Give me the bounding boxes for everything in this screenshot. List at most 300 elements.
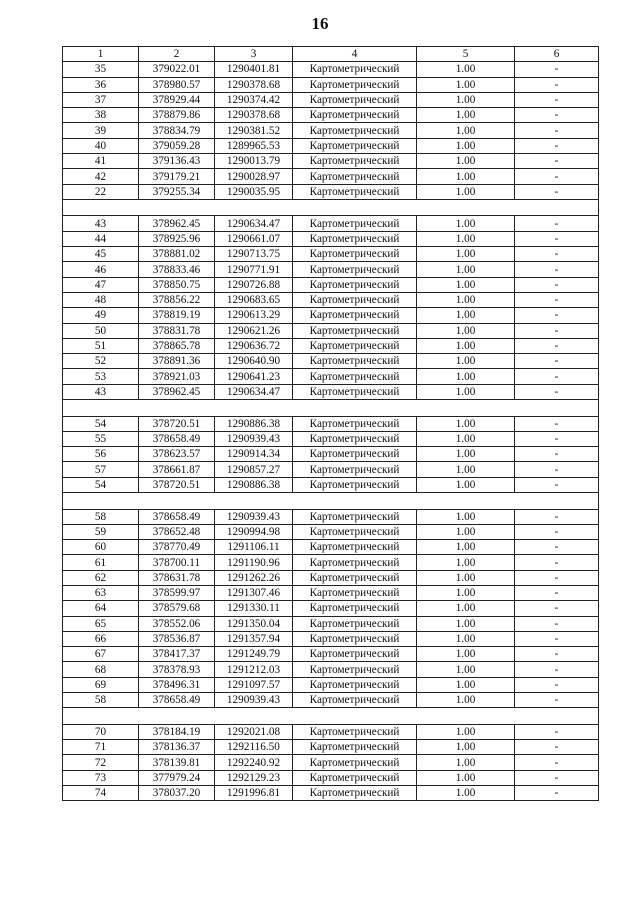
table-row xyxy=(63,786,599,801)
point-number-cell: 49 xyxy=(63,308,139,323)
accuracy-cell: 1.00 xyxy=(417,631,515,646)
point-number-cell: 65 xyxy=(63,616,139,631)
method-cell: Картометрический xyxy=(293,384,417,399)
table-row xyxy=(63,308,599,323)
point-number-cell: 47 xyxy=(63,277,139,292)
table-row xyxy=(63,616,599,631)
y-coordinate-cell: 1291249.79 xyxy=(215,647,293,662)
accuracy-cell: 1.00 xyxy=(417,354,515,369)
header-cell-3: 3 xyxy=(215,47,293,62)
method-cell: Картометрический xyxy=(293,138,417,153)
y-coordinate-cell: 1290641.23 xyxy=(215,369,293,384)
x-coordinate-cell: 378850.75 xyxy=(139,277,215,292)
point-number-cell: 45 xyxy=(63,247,139,262)
y-coordinate-cell: 1291097.57 xyxy=(215,677,293,692)
x-coordinate-cell: 378819.19 xyxy=(139,308,215,323)
accuracy-cell: 1.00 xyxy=(417,323,515,338)
method-cell: Картометрический xyxy=(293,247,417,262)
method-cell: Картометрический xyxy=(293,369,417,384)
table-row xyxy=(63,509,599,524)
table-row xyxy=(63,231,599,246)
point-number-cell: 41 xyxy=(63,154,139,169)
point-number-cell: 43 xyxy=(63,384,139,399)
x-coordinate-cell: 378184.19 xyxy=(139,724,215,739)
point-number-cell: 43 xyxy=(63,216,139,231)
y-coordinate-cell: 1290771.91 xyxy=(215,262,293,277)
accuracy-cell: 1.00 xyxy=(417,277,515,292)
method-cell: Картометрический xyxy=(293,92,417,107)
header-cell-2: 2 xyxy=(139,47,215,62)
x-coordinate-cell: 379059.28 xyxy=(139,138,215,153)
accuracy-cell: 1.00 xyxy=(417,292,515,307)
x-coordinate-cell: 379255.34 xyxy=(139,184,215,199)
y-coordinate-cell: 1290621.26 xyxy=(215,323,293,338)
accuracy-cell: 1.00 xyxy=(417,540,515,555)
method-cell: Картометрический xyxy=(293,770,417,785)
x-coordinate-cell: 378623.57 xyxy=(139,447,215,462)
x-coordinate-cell: 378579.68 xyxy=(139,601,215,616)
y-coordinate-cell: 1290640.90 xyxy=(215,354,293,369)
note-cell: - xyxy=(515,231,599,246)
table-row xyxy=(63,770,599,785)
accuracy-cell: 1.00 xyxy=(417,677,515,692)
x-coordinate-cell: 378925.96 xyxy=(139,231,215,246)
x-coordinate-cell: 378770.49 xyxy=(139,540,215,555)
method-cell: Картометрический xyxy=(293,323,417,338)
y-coordinate-cell: 1291106.11 xyxy=(215,540,293,555)
y-coordinate-cell: 1291212.03 xyxy=(215,662,293,677)
note-cell: - xyxy=(515,154,599,169)
point-number-cell: 68 xyxy=(63,662,139,677)
y-coordinate-cell: 1290886.38 xyxy=(215,416,293,431)
accuracy-cell: 1.00 xyxy=(417,247,515,262)
x-coordinate-cell: 378599.97 xyxy=(139,586,215,601)
note-cell: - xyxy=(515,308,599,323)
method-cell: Картометрический xyxy=(293,62,417,77)
accuracy-cell: 1.00 xyxy=(417,262,515,277)
accuracy-cell: 1.00 xyxy=(417,416,515,431)
x-coordinate-cell: 378891.36 xyxy=(139,354,215,369)
table-row xyxy=(63,184,599,199)
y-coordinate-cell: 1291350.04 xyxy=(215,616,293,631)
point-number-cell: 44 xyxy=(63,231,139,246)
method-cell: Картометрический xyxy=(293,786,417,801)
point-number-cell: 52 xyxy=(63,354,139,369)
point-number-cell: 39 xyxy=(63,123,139,138)
point-number-cell: 58 xyxy=(63,693,139,708)
separator-cell xyxy=(63,199,599,216)
point-number-cell: 62 xyxy=(63,570,139,585)
method-cell: Картометрический xyxy=(293,447,417,462)
x-coordinate-cell: 378417.37 xyxy=(139,647,215,662)
accuracy-cell: 1.00 xyxy=(417,662,515,677)
note-cell: - xyxy=(515,555,599,570)
point-number-cell: 74 xyxy=(63,786,139,801)
table-row xyxy=(63,570,599,585)
note-cell: - xyxy=(515,262,599,277)
method-cell: Картометрический xyxy=(293,354,417,369)
y-coordinate-cell: 1290378.68 xyxy=(215,108,293,123)
table-row xyxy=(63,169,599,184)
table-row xyxy=(63,92,599,107)
accuracy-cell: 1.00 xyxy=(417,447,515,462)
table-row xyxy=(63,647,599,662)
table-row xyxy=(63,123,599,138)
note-cell: - xyxy=(515,123,599,138)
point-number-cell: 59 xyxy=(63,524,139,539)
method-cell: Картометрический xyxy=(293,262,417,277)
header-row xyxy=(63,47,599,62)
y-coordinate-cell: 1290886.38 xyxy=(215,477,293,492)
header-cell-1: 1 xyxy=(63,47,139,62)
table-row xyxy=(63,292,599,307)
table-row xyxy=(63,477,599,492)
accuracy-cell: 1.00 xyxy=(417,586,515,601)
y-coordinate-cell: 1290939.43 xyxy=(215,509,293,524)
table-row xyxy=(63,77,599,92)
y-coordinate-cell: 1290613.29 xyxy=(215,308,293,323)
point-number-cell: 37 xyxy=(63,92,139,107)
x-coordinate-cell: 378139.81 xyxy=(139,755,215,770)
note-cell: - xyxy=(515,770,599,785)
x-coordinate-cell: 378552.06 xyxy=(139,616,215,631)
x-coordinate-cell: 378856.22 xyxy=(139,292,215,307)
accuracy-cell: 1.00 xyxy=(417,62,515,77)
y-coordinate-cell: 1290374.42 xyxy=(215,92,293,107)
accuracy-cell: 1.00 xyxy=(417,477,515,492)
separator-cell xyxy=(63,493,599,510)
note-cell: - xyxy=(515,616,599,631)
method-cell: Картометрический xyxy=(293,740,417,755)
x-coordinate-cell: 378962.45 xyxy=(139,216,215,231)
table-row xyxy=(63,138,599,153)
accuracy-cell: 1.00 xyxy=(417,138,515,153)
note-cell: - xyxy=(515,786,599,801)
note-cell: - xyxy=(515,477,599,492)
note-cell: - xyxy=(515,647,599,662)
method-cell: Картометрический xyxy=(293,540,417,555)
separator-cell xyxy=(63,708,599,725)
x-coordinate-cell: 379136.43 xyxy=(139,154,215,169)
point-number-cell: 42 xyxy=(63,169,139,184)
y-coordinate-cell: 1290857.27 xyxy=(215,462,293,477)
point-number-cell: 48 xyxy=(63,292,139,307)
point-number-cell: 38 xyxy=(63,108,139,123)
method-cell: Картометрический xyxy=(293,524,417,539)
method-cell: Картометрический xyxy=(293,586,417,601)
table-row xyxy=(63,755,599,770)
method-cell: Картометрический xyxy=(293,462,417,477)
header-cell-4: 4 xyxy=(293,47,417,62)
x-coordinate-cell: 379022.01 xyxy=(139,62,215,77)
table-row xyxy=(63,662,599,677)
y-coordinate-cell: 1291262.26 xyxy=(215,570,293,585)
note-cell: - xyxy=(515,586,599,601)
method-cell: Картометрический xyxy=(293,338,417,353)
note-cell: - xyxy=(515,108,599,123)
accuracy-cell: 1.00 xyxy=(417,601,515,616)
note-cell: - xyxy=(515,77,599,92)
x-coordinate-cell: 378720.51 xyxy=(139,416,215,431)
x-coordinate-cell: 378378.93 xyxy=(139,662,215,677)
method-cell: Картометрический xyxy=(293,631,417,646)
note-cell: - xyxy=(515,570,599,585)
y-coordinate-cell: 1291357.94 xyxy=(215,631,293,646)
x-coordinate-cell: 378631.78 xyxy=(139,570,215,585)
table-row xyxy=(63,693,599,708)
y-coordinate-cell: 1291307.46 xyxy=(215,586,293,601)
page-number: 16 xyxy=(311,14,329,33)
note-cell: - xyxy=(515,416,599,431)
table-row xyxy=(63,247,599,262)
accuracy-cell: 1.00 xyxy=(417,740,515,755)
point-number-cell: 46 xyxy=(63,262,139,277)
note-cell: - xyxy=(515,462,599,477)
note-cell: - xyxy=(515,431,599,446)
point-number-cell: 63 xyxy=(63,586,139,601)
y-coordinate-cell: 1292116.50 xyxy=(215,740,293,755)
y-coordinate-cell: 1290939.43 xyxy=(215,693,293,708)
table-row xyxy=(63,384,599,399)
separator-row xyxy=(63,493,599,510)
y-coordinate-cell: 1290013.79 xyxy=(215,154,293,169)
note-cell: - xyxy=(515,369,599,384)
note-cell: - xyxy=(515,693,599,708)
point-number-cell: 54 xyxy=(63,477,139,492)
note-cell: - xyxy=(515,509,599,524)
x-coordinate-cell: 377979.24 xyxy=(139,770,215,785)
point-number-cell: 73 xyxy=(63,770,139,785)
accuracy-cell: 1.00 xyxy=(417,509,515,524)
accuracy-cell: 1.00 xyxy=(417,647,515,662)
table-row xyxy=(63,431,599,446)
table-row xyxy=(63,462,599,477)
method-cell: Картометрический xyxy=(293,601,417,616)
accuracy-cell: 1.00 xyxy=(417,338,515,353)
x-coordinate-cell: 378879.86 xyxy=(139,108,215,123)
method-cell: Картометрический xyxy=(293,555,417,570)
table-row xyxy=(63,154,599,169)
method-cell: Картометрический xyxy=(293,108,417,123)
accuracy-cell: 1.00 xyxy=(417,693,515,708)
table-row xyxy=(63,724,599,739)
note-cell: - xyxy=(515,724,599,739)
table-row xyxy=(63,416,599,431)
y-coordinate-cell: 1292129.23 xyxy=(215,770,293,785)
table-row xyxy=(63,524,599,539)
separator-row xyxy=(63,708,599,725)
note-cell: - xyxy=(515,277,599,292)
x-coordinate-cell: 378833.46 xyxy=(139,262,215,277)
table-row xyxy=(63,447,599,462)
note-cell: - xyxy=(515,631,599,646)
accuracy-cell: 1.00 xyxy=(417,524,515,539)
table-row xyxy=(63,540,599,555)
y-coordinate-cell: 1290028.97 xyxy=(215,169,293,184)
point-number-cell: 55 xyxy=(63,431,139,446)
point-number-cell: 69 xyxy=(63,677,139,692)
table-row xyxy=(63,338,599,353)
y-coordinate-cell: 1290636.72 xyxy=(215,338,293,353)
separator-row xyxy=(63,400,599,417)
point-number-cell: 70 xyxy=(63,724,139,739)
accuracy-cell: 1.00 xyxy=(417,786,515,801)
x-coordinate-cell: 378962.45 xyxy=(139,384,215,399)
table-row xyxy=(63,369,599,384)
x-coordinate-cell: 378037.20 xyxy=(139,786,215,801)
table-row xyxy=(63,108,599,123)
table-row xyxy=(63,631,599,646)
accuracy-cell: 1.00 xyxy=(417,169,515,184)
x-coordinate-cell: 378865.78 xyxy=(139,338,215,353)
header-cell-6: 6 xyxy=(515,47,599,62)
method-cell: Картометрический xyxy=(293,416,417,431)
note-cell: - xyxy=(515,524,599,539)
note-cell: - xyxy=(515,354,599,369)
table-body xyxy=(63,62,599,801)
method-cell: Картометрический xyxy=(293,154,417,169)
separator-row xyxy=(63,199,599,216)
x-coordinate-cell: 378652.48 xyxy=(139,524,215,539)
x-coordinate-cell: 378921.03 xyxy=(139,369,215,384)
x-coordinate-cell: 378658.49 xyxy=(139,509,215,524)
point-number-cell: 22 xyxy=(63,184,139,199)
accuracy-cell: 1.00 xyxy=(417,216,515,231)
method-cell: Картометрический xyxy=(293,570,417,585)
x-coordinate-cell: 378881.02 xyxy=(139,247,215,262)
method-cell: Картометрический xyxy=(293,477,417,492)
accuracy-cell: 1.00 xyxy=(417,384,515,399)
y-coordinate-cell: 1290914.34 xyxy=(215,447,293,462)
accuracy-cell: 1.00 xyxy=(417,431,515,446)
method-cell: Картометрический xyxy=(293,509,417,524)
accuracy-cell: 1.00 xyxy=(417,123,515,138)
accuracy-cell: 1.00 xyxy=(417,77,515,92)
method-cell: Картометрический xyxy=(293,231,417,246)
y-coordinate-cell: 1291330.11 xyxy=(215,601,293,616)
table-row xyxy=(63,277,599,292)
note-cell: - xyxy=(515,540,599,555)
table-row xyxy=(63,586,599,601)
x-coordinate-cell: 378929.44 xyxy=(139,92,215,107)
y-coordinate-cell: 1291996.81 xyxy=(215,786,293,801)
accuracy-cell: 1.00 xyxy=(417,770,515,785)
y-coordinate-cell: 1292021.08 xyxy=(215,724,293,739)
table-row xyxy=(63,62,599,77)
accuracy-cell: 1.00 xyxy=(417,570,515,585)
x-coordinate-cell: 378831.78 xyxy=(139,323,215,338)
y-coordinate-cell: 1290035.95 xyxy=(215,184,293,199)
accuracy-cell: 1.00 xyxy=(417,308,515,323)
y-coordinate-cell: 1291190.96 xyxy=(215,555,293,570)
method-cell: Картометрический xyxy=(293,755,417,770)
coordinates-table xyxy=(62,46,599,801)
y-coordinate-cell: 1290939.43 xyxy=(215,431,293,446)
method-cell: Картометрический xyxy=(293,292,417,307)
method-cell: Картометрический xyxy=(293,277,417,292)
note-cell: - xyxy=(515,169,599,184)
note-cell: - xyxy=(515,384,599,399)
y-coordinate-cell: 1290634.47 xyxy=(215,216,293,231)
method-cell: Картометрический xyxy=(293,693,417,708)
y-coordinate-cell: 1290634.47 xyxy=(215,384,293,399)
point-number-cell: 53 xyxy=(63,369,139,384)
y-coordinate-cell: 1290661.07 xyxy=(215,231,293,246)
note-cell: - xyxy=(515,338,599,353)
point-number-cell: 66 xyxy=(63,631,139,646)
table-row xyxy=(63,216,599,231)
table-row xyxy=(63,677,599,692)
point-number-cell: 58 xyxy=(63,509,139,524)
note-cell: - xyxy=(515,662,599,677)
point-number-cell: 71 xyxy=(63,740,139,755)
point-number-cell: 64 xyxy=(63,601,139,616)
header-cell-5: 5 xyxy=(417,47,515,62)
table-row xyxy=(63,354,599,369)
y-coordinate-cell: 1290683.65 xyxy=(215,292,293,307)
point-number-cell: 35 xyxy=(63,62,139,77)
y-coordinate-cell: 1289965.53 xyxy=(215,138,293,153)
accuracy-cell: 1.00 xyxy=(417,92,515,107)
point-number-cell: 60 xyxy=(63,540,139,555)
method-cell: Картометрический xyxy=(293,184,417,199)
x-coordinate-cell: 378700.11 xyxy=(139,555,215,570)
x-coordinate-cell: 378536.87 xyxy=(139,631,215,646)
point-number-cell: 54 xyxy=(63,416,139,431)
accuracy-cell: 1.00 xyxy=(417,755,515,770)
note-cell: - xyxy=(515,755,599,770)
y-coordinate-cell: 1290401.81 xyxy=(215,62,293,77)
accuracy-cell: 1.00 xyxy=(417,555,515,570)
x-coordinate-cell: 378720.51 xyxy=(139,477,215,492)
accuracy-cell: 1.00 xyxy=(417,724,515,739)
x-coordinate-cell: 378496.31 xyxy=(139,677,215,692)
x-coordinate-cell: 378834.79 xyxy=(139,123,215,138)
method-cell: Картометрический xyxy=(293,724,417,739)
table-row xyxy=(63,740,599,755)
note-cell: - xyxy=(515,216,599,231)
table-row xyxy=(63,601,599,616)
note-cell: - xyxy=(515,184,599,199)
note-cell: - xyxy=(515,601,599,616)
point-number-cell: 51 xyxy=(63,338,139,353)
method-cell: Картометрический xyxy=(293,431,417,446)
accuracy-cell: 1.00 xyxy=(417,616,515,631)
x-coordinate-cell: 378658.49 xyxy=(139,431,215,446)
point-number-cell: 56 xyxy=(63,447,139,462)
method-cell: Картометрический xyxy=(293,647,417,662)
point-number-cell: 50 xyxy=(63,323,139,338)
y-coordinate-cell: 1290713.75 xyxy=(215,247,293,262)
y-coordinate-cell: 1290994.98 xyxy=(215,524,293,539)
method-cell: Картометрический xyxy=(293,169,417,184)
point-number-cell: 67 xyxy=(63,647,139,662)
note-cell: - xyxy=(515,92,599,107)
method-cell: Картометрический xyxy=(293,308,417,323)
point-number-cell: 57 xyxy=(63,462,139,477)
note-cell: - xyxy=(515,138,599,153)
note-cell: - xyxy=(515,323,599,338)
accuracy-cell: 1.00 xyxy=(417,462,515,477)
point-number-cell: 72 xyxy=(63,755,139,770)
y-coordinate-cell: 1292240.92 xyxy=(215,755,293,770)
note-cell: - xyxy=(515,447,599,462)
note-cell: - xyxy=(515,740,599,755)
x-coordinate-cell: 378661.87 xyxy=(139,462,215,477)
accuracy-cell: 1.00 xyxy=(417,184,515,199)
method-cell: Картометрический xyxy=(293,662,417,677)
accuracy-cell: 1.00 xyxy=(417,231,515,246)
